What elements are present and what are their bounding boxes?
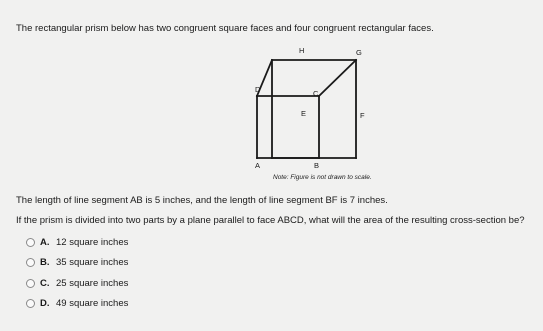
choice-letter: C. — [40, 277, 50, 289]
choice-b[interactable] — [26, 253, 128, 274]
vertex-label-g: G — [356, 48, 362, 57]
given-info: The length of line segment AB is 5 inches, and the length of line segment BF is 7 inches. — [16, 195, 388, 206]
answer-choices — [26, 232, 128, 314]
radio-button[interactable] — [26, 279, 35, 288]
vertex-label-a: A — [255, 161, 261, 170]
radio-button[interactable] — [26, 299, 35, 308]
choice-letter: A. — [40, 236, 50, 248]
choice-text: 35 square inches — [56, 257, 129, 269]
radio-button[interactable] — [26, 258, 35, 267]
vertex-label-e: E — [301, 109, 307, 118]
figure-note: Note: Figure is not drawn to scale. — [273, 174, 372, 181]
choice-letter: B. — [40, 257, 50, 269]
edge-gc — [319, 60, 356, 96]
vertex-label-d: D — [255, 85, 261, 94]
choice-letter: D. — [40, 298, 50, 310]
vertex-label-c: C — [313, 89, 319, 98]
choice-c[interactable] — [26, 273, 128, 294]
prism-figure — [236, 40, 376, 180]
vertex-label-h: H — [299, 46, 305, 55]
choice-text: 12 square inches — [56, 236, 129, 248]
choice-text: 49 square inches — [56, 298, 129, 310]
choice-text: 25 square inches — [56, 277, 129, 289]
choice-a[interactable] — [26, 232, 128, 253]
prism-diagram — [236, 40, 376, 180]
radio-button[interactable] — [26, 238, 35, 247]
question-intro: The rectangular prism below has two congruent square faces and four congruent rectangular faces. — [16, 23, 434, 34]
vertex-label-f: F — [360, 111, 365, 120]
vertex-label-b: B — [314, 161, 320, 170]
choice-d[interactable] — [26, 294, 128, 315]
question-prompt: If the prism is divided into two parts by a plane parallel to face ABCD, what will the area of the resulting cross-section be? — [16, 215, 525, 226]
